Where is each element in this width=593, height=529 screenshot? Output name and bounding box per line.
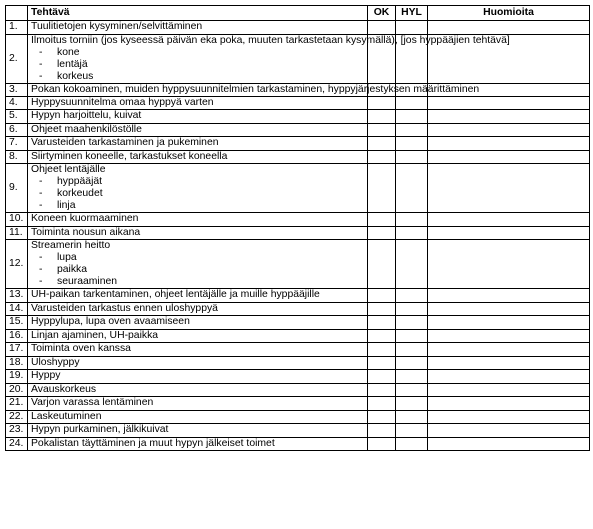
table-row [6,356,590,370]
ok-cell[interactable] [368,21,396,35]
table-row [6,226,590,240]
task-subitem: - paikka [31,264,364,276]
notes-cell[interactable] [428,316,590,330]
hyl-cell[interactable] [396,397,428,411]
task-text: Ohjeet lentäjälle [31,164,106,175]
table-row [6,137,590,151]
table-row [6,397,590,411]
row-task [28,83,480,96]
task-text: Laskeutuminen [31,410,102,422]
row-task [28,329,368,343]
row-task [28,316,368,330]
header-notes: Huomioita [428,6,590,21]
row-task [28,397,368,411]
row-number: 8. [6,150,28,164]
header-num [6,6,28,21]
task-subitem: - kone [31,47,364,59]
ok-cell[interactable] [368,343,396,357]
row-number: 1. [6,21,28,35]
task-text: Ohjeet maahenkilöstölle [31,123,142,135]
row-task [28,424,368,438]
notes-cell[interactable] [428,137,590,151]
row-number: 19. [6,370,28,384]
task-text: UH-paikan tarkentaminen, ohjeet lentäjälle ja muille hyppääjille [31,289,320,301]
notes-cell[interactable] [428,213,590,227]
table-row [6,21,590,35]
ok-cell[interactable] [368,96,396,110]
table-row [6,289,590,303]
table-row [6,410,590,424]
task-text: Varjon varassa lentäminen [31,397,154,409]
ok-cell[interactable] [368,289,396,303]
table-row [6,329,590,343]
row-task [28,370,368,384]
notes-cell[interactable] [428,110,590,124]
notes-cell[interactable] [428,383,590,397]
notes-cell[interactable] [428,240,590,289]
row-number: 18. [6,356,28,370]
row-number: 11. [6,226,28,240]
ok-cell[interactable] [368,213,396,227]
task-subitem: - lentäjä [31,59,364,71]
row-task [28,34,510,83]
task-subitem: - linja [31,200,364,212]
task-subitem: - seuraaminen [31,276,364,288]
ok-cell[interactable] [368,316,396,330]
header-ok: OK [368,6,396,21]
task-text: Hyppy [31,370,61,382]
table-row [6,123,590,137]
row-number: 22. [6,410,28,424]
row-number: 20. [6,383,28,397]
hyl-cell[interactable] [396,110,428,124]
row-number: 15. [6,316,28,330]
row-task [28,410,368,424]
task-text: Pokalistan täyttäminen ja muut hypyn jälkeiset toimet [31,437,275,449]
hyl-cell[interactable] [396,123,428,137]
task-text: Hyppylupa, lupa oven avaamiseen [31,316,190,328]
row-number: 12. [6,240,28,289]
notes-cell[interactable] [428,96,590,110]
table-row [6,316,590,330]
task-text: Varusteiden tarkastus ennen uloshyppyä [31,302,218,314]
ok-cell[interactable] [368,356,396,370]
ok-cell[interactable] [368,437,396,451]
row-task [28,213,368,227]
hyl-cell[interactable] [396,316,428,330]
row-task [28,356,368,370]
row-number: 23. [6,424,28,438]
row-task [28,343,368,357]
task-text: Streamerin heitto [31,240,111,251]
task-text: Uloshyppy [31,356,80,368]
ok-cell[interactable] [368,424,396,438]
notes-cell[interactable] [428,164,590,213]
row-number: 4. [6,96,28,110]
notes-cell[interactable] [428,356,590,370]
notes-cell[interactable] [428,370,590,384]
notes-cell[interactable] [428,21,590,35]
ok-cell[interactable] [368,383,396,397]
table-row [6,437,590,451]
row-number: 17. [6,343,28,357]
row-number: 16. [6,329,28,343]
hyl-cell[interactable] [396,240,428,289]
row-number: 5. [6,110,28,124]
ok-cell[interactable] [368,370,396,384]
task-text: Hyppysuunnitelma omaa hyppyä varten [31,96,214,108]
task-subitem: - hyppääjät [31,176,364,188]
notes-cell[interactable] [428,226,590,240]
notes-cell[interactable] [428,329,590,343]
task-text: Varusteiden tarkastaminen ja pukeminen [31,137,219,149]
row-number: 14. [6,302,28,316]
task-subitem: - korkeudet [31,188,364,200]
notes-cell[interactable] [428,397,590,411]
row-number: 7. [6,137,28,151]
checklist-rows [6,21,590,451]
task-subitems [31,176,364,212]
table-row [6,110,590,124]
task-subitem: - lupa [31,252,364,264]
row-number: 6. [6,123,28,137]
task-text: Hypyn purkaminen, jälkikuivat [31,424,169,436]
table-row [6,34,590,83]
hyl-cell[interactable] [396,343,428,357]
notes-cell[interactable] [428,289,590,303]
table-row [6,213,590,227]
header-hyl: HYL [396,6,428,21]
task-text: Pokan kokoaminen, muiden hyppysuunnitelmien tarkastaminen, hyppyjärjestyksen määrittäminen [31,83,480,95]
hyl-cell[interactable] [396,329,428,343]
row-number: 3. [6,83,28,96]
task-subitem: - korkeus [31,71,364,83]
notes-cell[interactable] [428,150,590,164]
row-number: 24. [6,437,28,451]
table-row [6,370,590,384]
header-task: Tehtävä [28,6,368,21]
table-row [6,424,590,438]
ok-cell[interactable] [368,110,396,124]
table-row [6,83,590,96]
row-task [28,289,368,303]
row-task [28,240,368,289]
row-task [28,150,368,164]
table-row [6,96,590,110]
table-row [6,302,590,316]
row-task [28,137,368,151]
row-task [28,21,368,35]
table-row [6,383,590,397]
notes-cell[interactable] [428,343,590,357]
ok-cell[interactable] [368,226,396,240]
hyl-cell[interactable] [396,437,428,451]
row-number: 10. [6,213,28,227]
task-text: Toiminta nousun aikana [31,226,141,238]
ok-cell[interactable] [368,329,396,343]
row-task [28,110,368,124]
hyl-cell[interactable] [396,289,428,303]
notes-cell[interactable] [428,123,590,137]
hyl-cell[interactable] [396,383,428,397]
task-text: Linjan ajaminen, UH-paikka [31,329,159,341]
hyl-cell[interactable] [396,150,428,164]
hyl-cell[interactable] [396,164,428,213]
task-text: Avauskorkeus [31,383,97,395]
ok-cell[interactable] [368,150,396,164]
row-task [28,302,368,316]
notes-cell[interactable] [428,410,590,424]
task-text: Tuulitietojen kysyminen/selvittäminen [31,21,203,33]
task-text: Siirtyminen koneelle, tarkastukset koneella [31,150,228,162]
ok-cell[interactable] [368,240,396,289]
ok-cell[interactable] [368,410,396,424]
notes-cell[interactable] [428,424,590,438]
jump-checklist-table [5,5,590,451]
task-subitems [31,252,364,288]
hyl-cell[interactable] [396,21,428,35]
hyl-cell[interactable] [396,370,428,384]
task-text: Koneen kuormaaminen [31,213,139,225]
row-number: 9. [6,164,28,213]
row-task [28,437,368,451]
row-task [28,226,368,240]
hyl-cell[interactable] [396,137,428,151]
hyl-cell[interactable] [396,213,428,227]
table-row [6,150,590,164]
hyl-cell[interactable] [396,356,428,370]
hyl-cell[interactable] [396,424,428,438]
table-row [6,240,590,289]
hyl-cell[interactable] [396,226,428,240]
ok-cell[interactable] [368,397,396,411]
hyl-cell[interactable] [396,410,428,424]
hyl-cell[interactable] [396,96,428,110]
task-text: Hypyn harjoittelu, kuivat [31,110,142,122]
hyl-cell[interactable] [396,302,428,316]
notes-cell[interactable] [428,302,590,316]
row-task [28,123,368,137]
task-text: Ilmoitus torniin (jos kyseessä päivän eka poka, muuten tarkastetaan kysymällä), [jos hyppääjien tehtävä] [31,34,510,46]
task-text: Toiminta oven kanssa [31,343,131,355]
table-row [6,164,590,213]
ok-cell[interactable] [368,123,396,137]
row-task [28,96,368,110]
ok-cell[interactable] [368,137,396,151]
row-number: 13. [6,289,28,303]
row-task [28,164,368,213]
row-task [28,383,368,397]
ok-cell[interactable] [368,164,396,213]
notes-cell[interactable] [428,437,590,451]
ok-cell[interactable] [368,302,396,316]
row-number: 2. [6,34,28,83]
task-subitems [31,47,364,83]
table-row [6,343,590,357]
header-row [6,6,590,21]
row-number: 21. [6,397,28,411]
